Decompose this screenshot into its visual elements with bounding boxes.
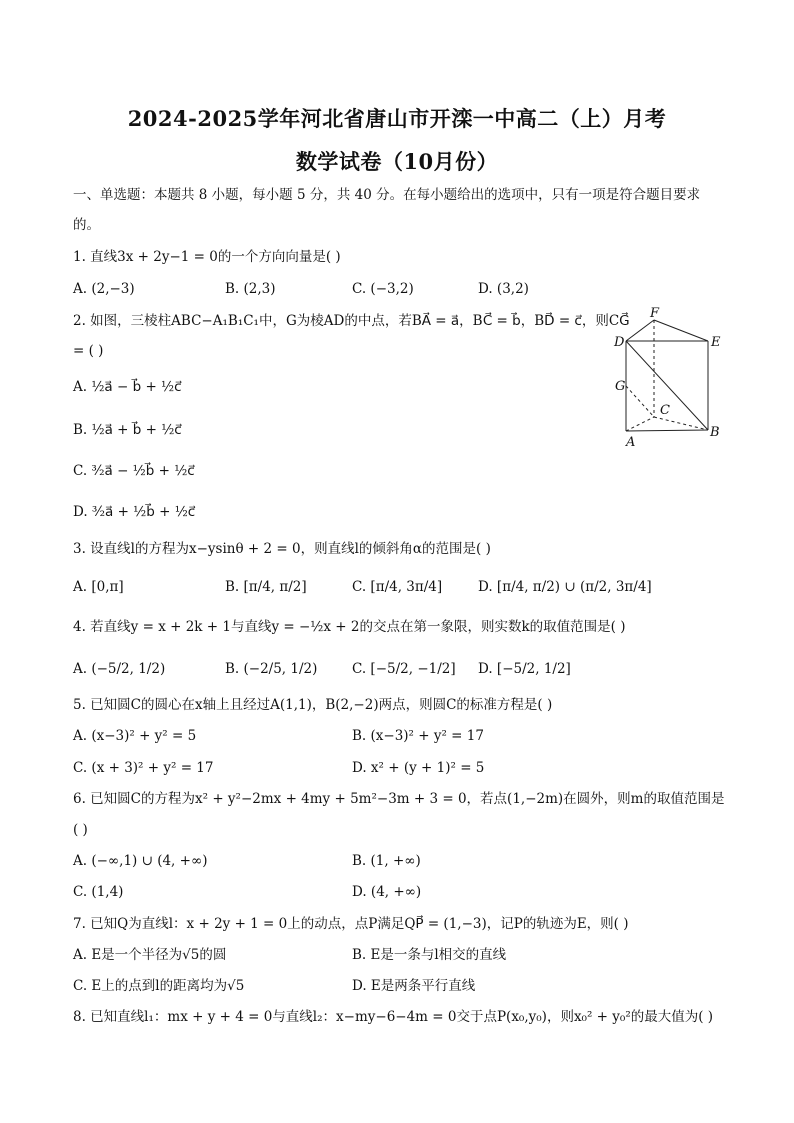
prism-figure bbox=[612, 306, 724, 448]
q5-option-b: B. (x−3)² + y² = 17 bbox=[352, 728, 484, 744]
label-E: E bbox=[711, 335, 721, 350]
q7-option-b: B. E是一条与l相交的直线 bbox=[352, 947, 507, 963]
question-4-stem: 4. 若直线y = x + 2k + 1与直线y = −½x + 2的交点在第一象限，则实数k的取值范围是( ) bbox=[73, 619, 626, 635]
q2-option-c: C. ³⁄₂a⃗ − ½b⃗ + ½c⃗ bbox=[73, 463, 195, 479]
label-D: D bbox=[614, 335, 625, 350]
q4-option-c: C. [−5/2, −1/2] bbox=[352, 661, 456, 677]
q1-option-b: B. (2,3) bbox=[225, 281, 276, 297]
question-5-stem: 5. 已知圆C的圆心在x轴上且经过A(1,1)，B(2,−2)两点，则圆C的标准方程是( ) bbox=[73, 697, 553, 713]
q3-option-d: D. [π/4, π/2) ∪ (π/2, 3π/4] bbox=[478, 579, 652, 595]
q5-option-c: C. (x + 3)² + y² = 17 bbox=[73, 760, 214, 776]
q6-option-a: A. (−∞,1) ∪ (4, +∞) bbox=[73, 853, 208, 869]
question-2-stem-cont: = ( ) bbox=[73, 343, 104, 359]
q5-option-d: D. x² + (y + 1)² = 5 bbox=[352, 760, 485, 776]
page-title-line2: 数学试卷（10月份） bbox=[295, 149, 499, 174]
q3-option-b: B. [π/4, π/2] bbox=[225, 579, 307, 595]
q6-option-c: C. (1,4) bbox=[73, 884, 124, 900]
q6-option-d: D. (4, +∞) bbox=[352, 884, 422, 900]
edge-AB bbox=[626, 430, 708, 431]
q2-option-b: B. ½a⃗ + b⃗ + ½c⃗ bbox=[73, 422, 182, 438]
q7-option-d: D. E是两条平行直线 bbox=[352, 978, 476, 994]
q4-option-d: D. [−5/2, 1/2] bbox=[478, 661, 571, 677]
label-C: C bbox=[660, 403, 670, 418]
edge-DF bbox=[626, 320, 654, 341]
q5-option-a: A. (x−3)² + y² = 5 bbox=[73, 728, 197, 744]
q7-option-a: A. E是一个半径为√5的圆 bbox=[73, 947, 227, 963]
edge-FE bbox=[654, 320, 708, 341]
q6-option-b: B. (1, +∞) bbox=[352, 853, 421, 869]
section-intro: 一、单选题：本题共 8 小题，每小题 5 分，共 40 分。在每小题给出的选项中，只有一项是符合题目要求 bbox=[73, 187, 701, 203]
edge-GC bbox=[626, 386, 654, 417]
question-2-stem: 2. 如图，三棱柱ABC−A₁B₁C₁中，G为棱AD的中点，若BA⃗ = a⃗，BC⃗ = b⃗，BD⃗ = c⃗，则CG⃗ bbox=[73, 313, 630, 329]
question-7-stem: 7. 已知Q为直线l：x + 2y + 1 = 0上的动点，点P满足QP⃗ = (1,−3)，记P的轨迹为E，则( ) bbox=[73, 916, 629, 932]
q7-option-c: C. E上的点到l的距离均为√5 bbox=[73, 978, 245, 994]
q3-option-a: A. [0,π] bbox=[73, 579, 124, 595]
q1-option-a: A. (2,−3) bbox=[73, 281, 135, 297]
page-title-line1: 2024-2025学年河北省唐山市开滦一中高二（上）月考 bbox=[127, 106, 667, 131]
edge-AC bbox=[626, 417, 654, 431]
q2-option-d: D. ³⁄₂a⃗ + ½b⃗ + ½c⃗ bbox=[73, 504, 196, 520]
question-3-stem: 3. 设直线l的方程为x−ysinθ + 2 = 0，则直线l的倾斜角α的范围是( ) bbox=[73, 541, 491, 557]
question-6-stem-cont: ( ) bbox=[73, 822, 88, 838]
question-1-stem: 1. 直线3x + 2y−1 = 0的一个方向向量是( ) bbox=[73, 249, 341, 265]
section-intro-cont: 的。 bbox=[73, 217, 100, 233]
q1-option-d: D. (3,2) bbox=[478, 281, 529, 297]
question-8-stem: 8. 已知直线l₁：mx + y + 4 = 0与直线l₂：x−my−6−4m = 0交于点P(x₀,y₀)，则x₀² + y₀²的最大值为( ) bbox=[73, 1009, 714, 1025]
label-F: F bbox=[650, 306, 660, 321]
label-B: B bbox=[710, 425, 720, 440]
label-A: A bbox=[626, 435, 636, 448]
q3-option-c: C. [π/4, 3π/4] bbox=[352, 579, 443, 595]
q1-option-c: C. (−3,2) bbox=[352, 281, 414, 297]
q4-option-b: B. (−2/5, 1/2) bbox=[225, 661, 318, 677]
edge-CB bbox=[654, 417, 708, 430]
q4-option-a: A. (−5/2, 1/2) bbox=[73, 661, 166, 677]
question-6-stem: 6. 已知圆C的方程为x² + y²−2mx + 4my + 5m²−3m + 3 = 0，若点(1,−2m)在圆外，则m的取值范围是 bbox=[73, 791, 725, 807]
label-G: G bbox=[615, 379, 626, 394]
q2-option-a: A. ½a⃗ − b⃗ + ½c⃗ bbox=[73, 379, 182, 395]
